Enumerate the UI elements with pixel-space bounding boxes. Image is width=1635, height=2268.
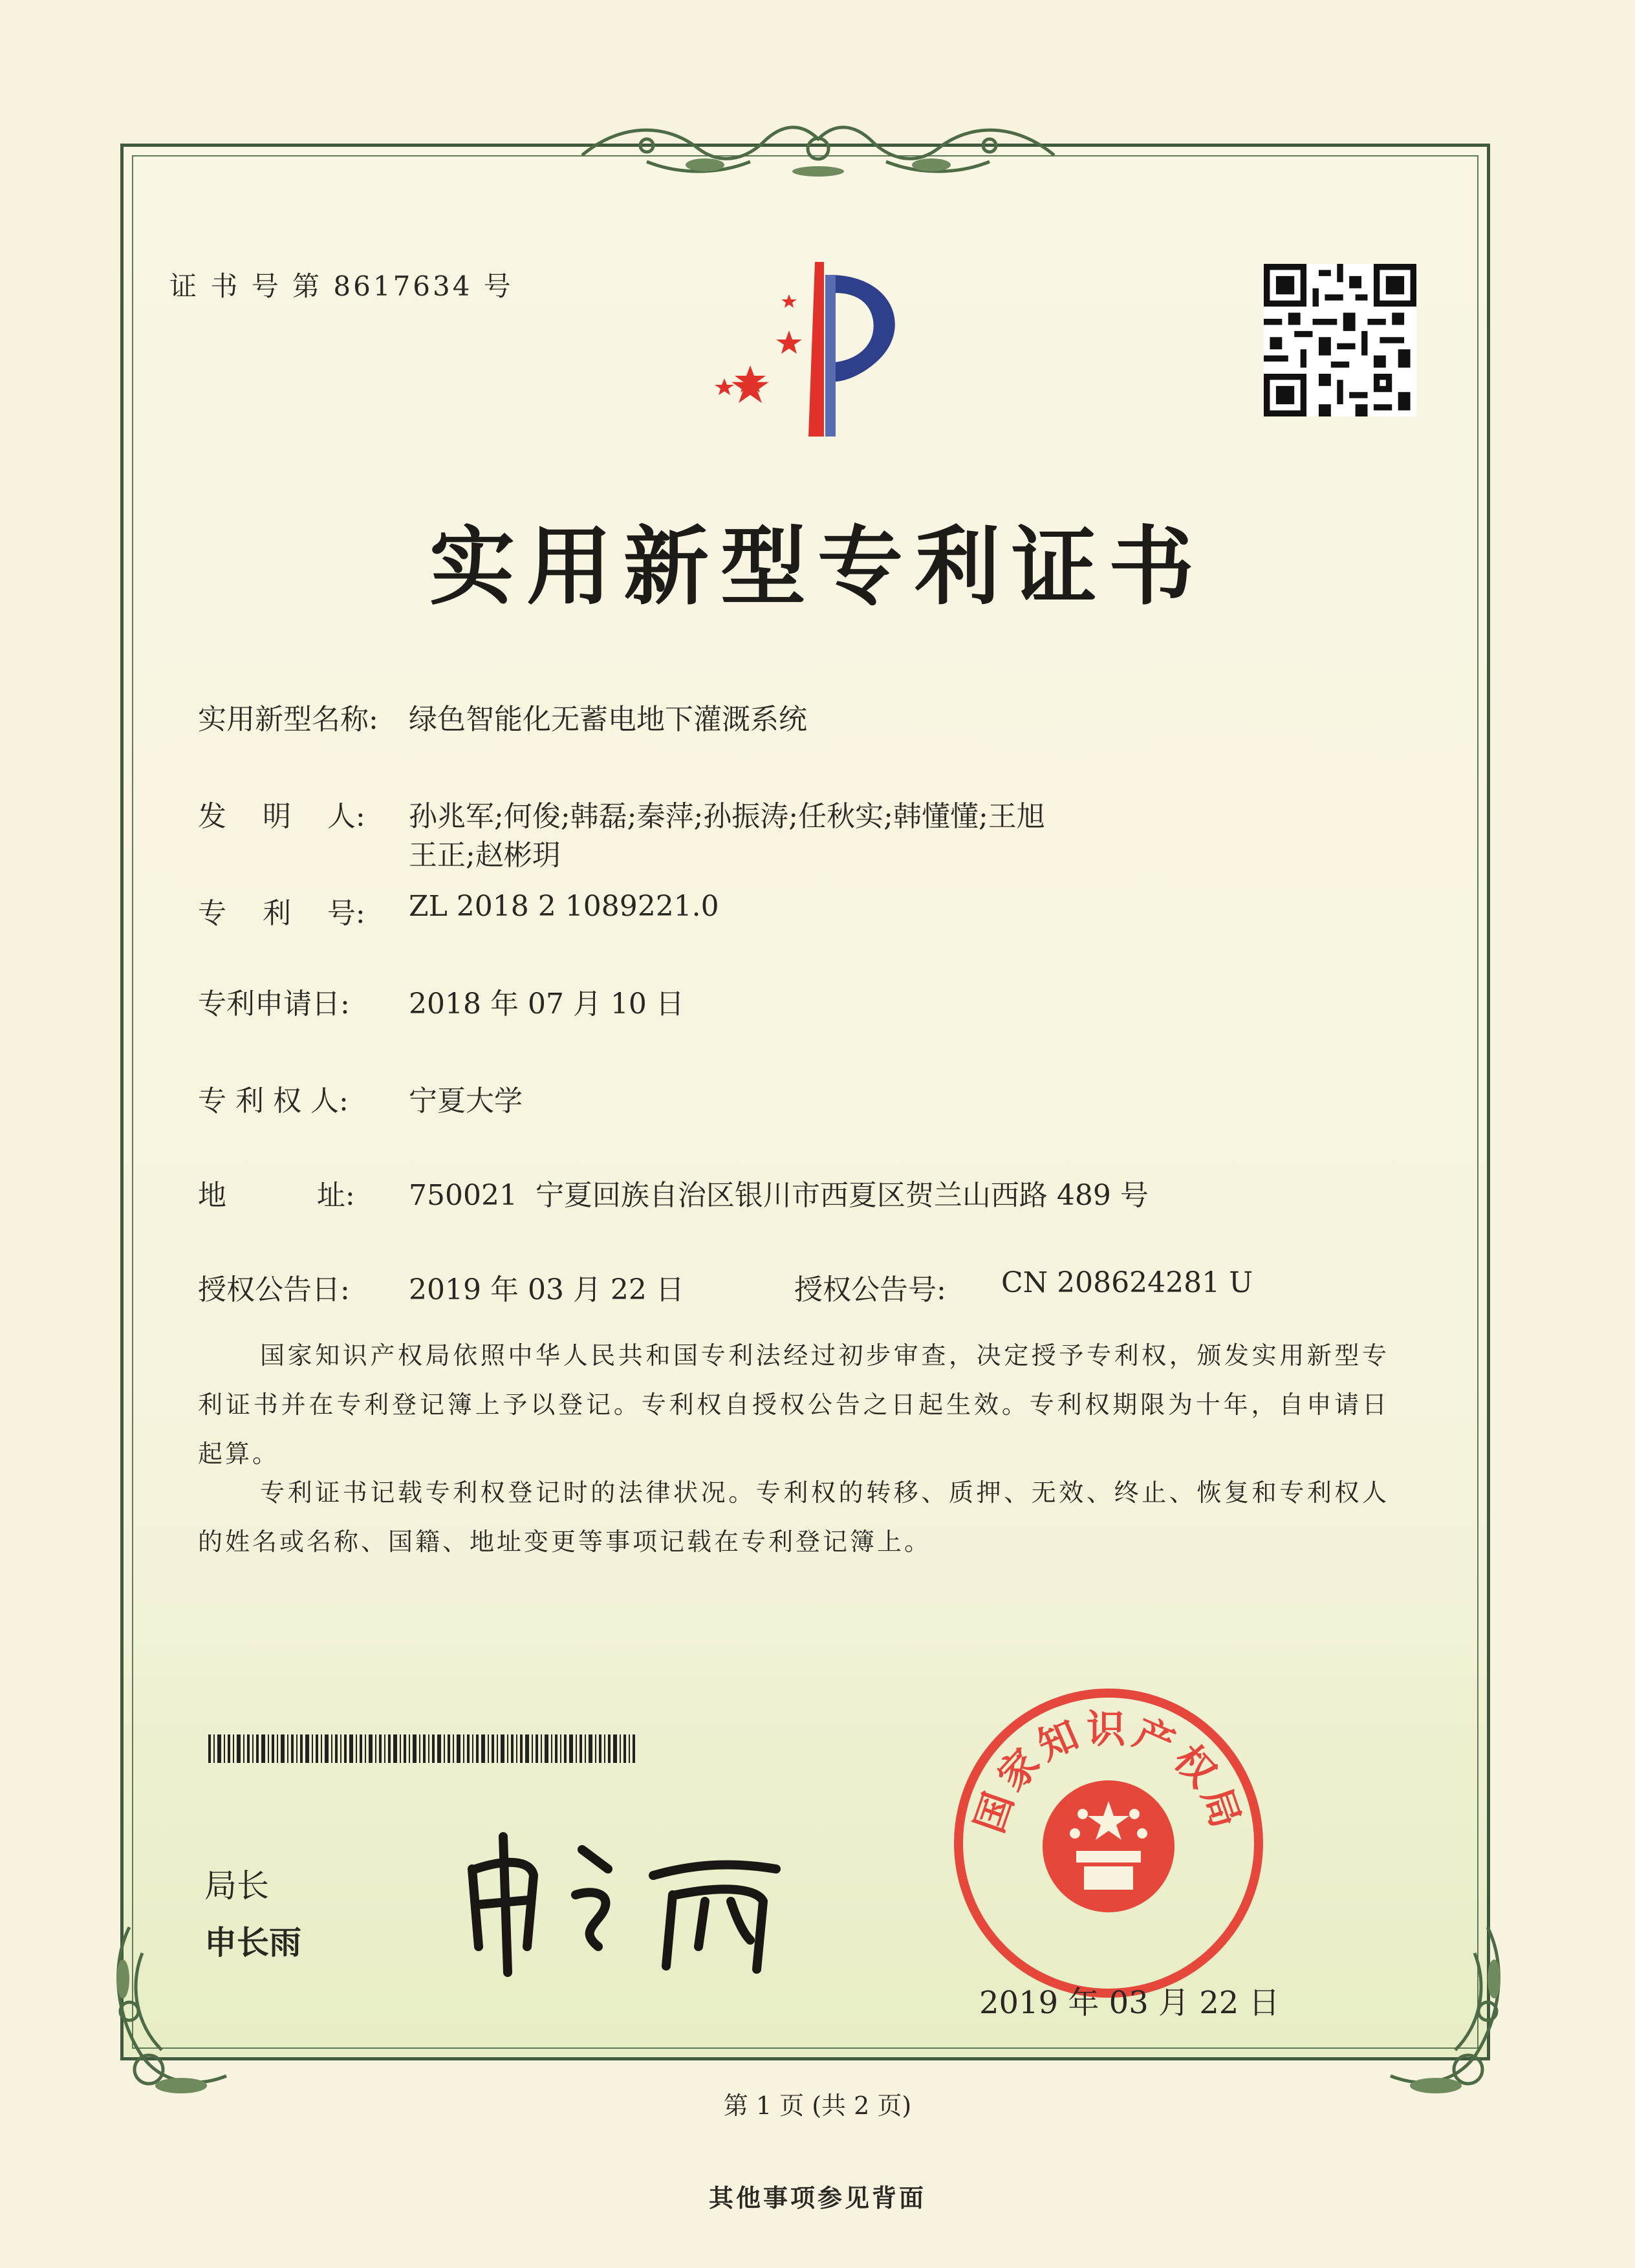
inventors-value-line2: 王正;赵彬玥: [409, 839, 561, 872]
inventors-label: 发 明 人:: [198, 800, 365, 833]
utility-model-name-label: 实用新型名称:: [198, 703, 378, 736]
certificate-title: 实用新型专利证书: [429, 517, 1206, 617]
patent-number-label: 专 利 号:: [198, 897, 365, 930]
patentee-label: 专 利 权 人:: [198, 1085, 349, 1118]
certificate-paragraph-1: 国家知识产权局依照中华人民共和国专利法经过初步审查，决定授予专利权，颁发实用新型专利证书并在专利登记簿上予以登记。专利权自授权公告之日起生效。专利权期限为十年，自申请日起算。: [198, 1341, 1389, 1468]
announcement-number-label: 授权公告号:: [794, 1273, 946, 1306]
announcement-number-value: CN 208624281 U: [1001, 1266, 1253, 1299]
inventors-value: 孙兆军;何俊;韩磊;秦萍;孙振涛;任秋实;韩懂懂;王旭: [409, 800, 1045, 833]
director-name: 申长雨: [204, 1924, 301, 1961]
top-ornament-icon: [569, 110, 1067, 188]
grant-date-label: 授权公告日:: [198, 1273, 350, 1306]
address-value: 750021 宁夏回族自治区银川市西夏区贺兰山西路 489 号: [409, 1179, 1149, 1212]
seal-date: 2019 年 03 月 22 日: [979, 1985, 1280, 2021]
footer-note: 其他事项参见背面: [708, 2183, 926, 2212]
director-title: 局长: [204, 1867, 269, 1905]
utility-model-name-value: 绿色智能化无蓄电地下灌溉系统: [409, 703, 807, 736]
director-signature-icon: [453, 1824, 815, 1985]
patent-number-value: ZL 2018 2 1089221.0: [409, 890, 719, 923]
certificate-number: 证 书 号 第 8617634 号: [169, 270, 514, 302]
qr-code-icon: [1264, 264, 1416, 416]
barcode-icon: [208, 1734, 635, 1763]
bottom-right-ornament-icon: [1358, 1914, 1513, 2108]
grant-date-value: 2019 年 03 月 22 日: [409, 1273, 684, 1306]
address-label: 地 址:: [198, 1179, 355, 1212]
patent-office-logo-icon: [686, 255, 931, 449]
application-date-value: 2018 年 07 月 10 日: [409, 988, 684, 1021]
page-info: 第 1 页 (共 2 页): [723, 2091, 912, 2120]
certificate-paragraph-2: 专利证书记载专利权登记时的法律状况。专利权的转移、质押、无效、终止、恢复和专利权人的姓名或名称、国籍、地址变更等事项记载在专利登记簿上。: [198, 1478, 1389, 1556]
patentee-value: 宁夏大学: [409, 1085, 523, 1118]
official-seal-icon: [947, 1681, 1270, 2005]
seal-text: 国家知识产权局: [966, 1707, 1251, 1839]
application-date-label: 专利申请日:: [198, 988, 350, 1021]
